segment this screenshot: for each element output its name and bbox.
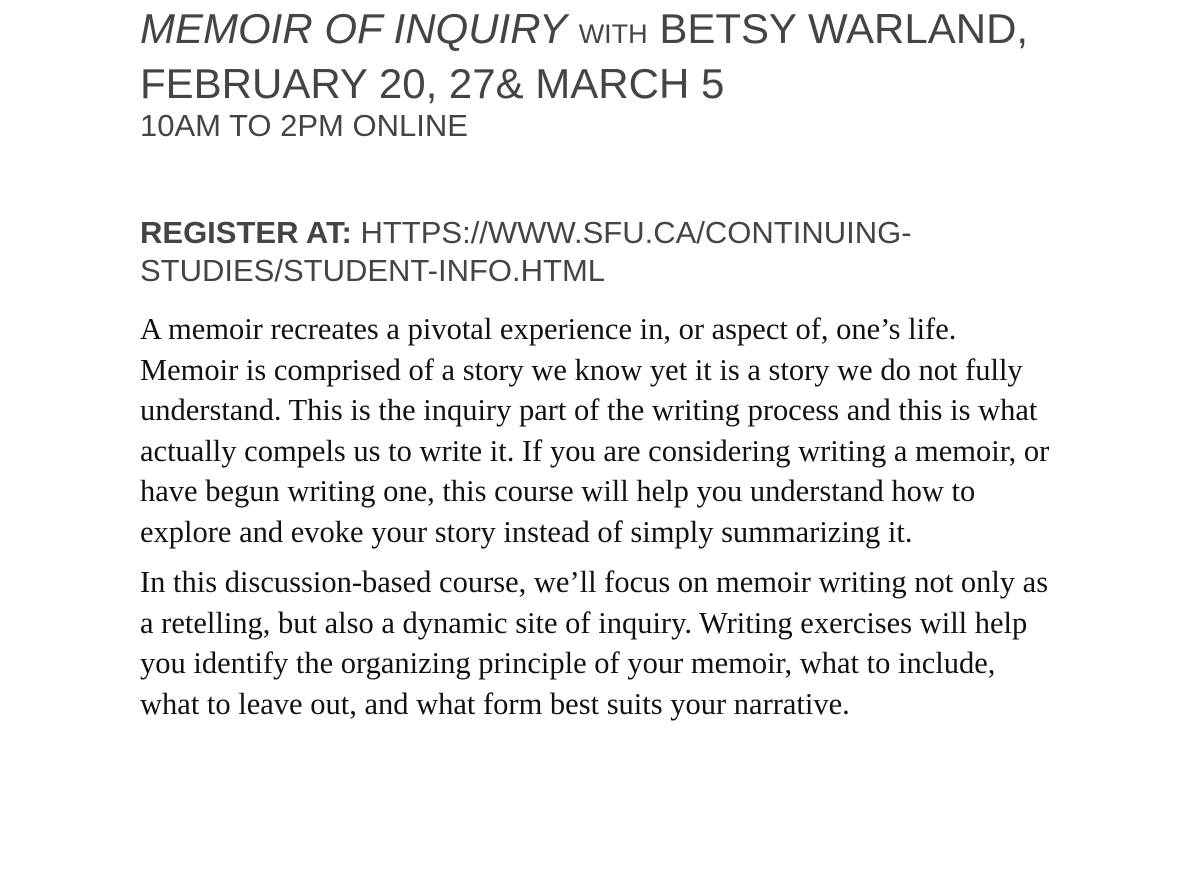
- title-with-word: WITH: [578, 19, 648, 49]
- register-url: HTTPS://WWW.SFU.CA/CONTINUING-STUDIES/STUDENT-INFO.HTML: [140, 215, 912, 288]
- title-italic: MEMOIR OF INQUIRY: [140, 5, 568, 52]
- title-rest: BETSY WARLAND, FEBRUARY 20, 27& MARCH 5: [140, 5, 1029, 107]
- course-time: 10AM TO 2PM ONLINE: [140, 108, 468, 143]
- register-line: [140, 214, 1060, 290]
- document-page: [140, 0, 1060, 724]
- register-label: REGISTER AT:: [140, 215, 352, 250]
- description-paragraph-1: A memoir recreates a pivotal experience in, or aspect of, one’s life. Memoir is comprised of a story we know yet it is a story we do not fully understand. This is the inquiry part of the writing process and this is what actually compels us to write it. If you are considering writing a memoir, or have begun writing one, this course will help you understand how to explore and evoke your story instead of simply summarizing it.: [140, 312, 1050, 549]
- description-paragraph-2: In this discussion-based course, we’ll focus on memoir writing not only as a retelling, but also a dynamic site of inquiry. Writing exercises will help you identify the organizing principle of your memoir, what to include, what to leave out, and what form best suits your narrative.: [140, 565, 1049, 721]
- course-title: [140, 0, 1060, 108]
